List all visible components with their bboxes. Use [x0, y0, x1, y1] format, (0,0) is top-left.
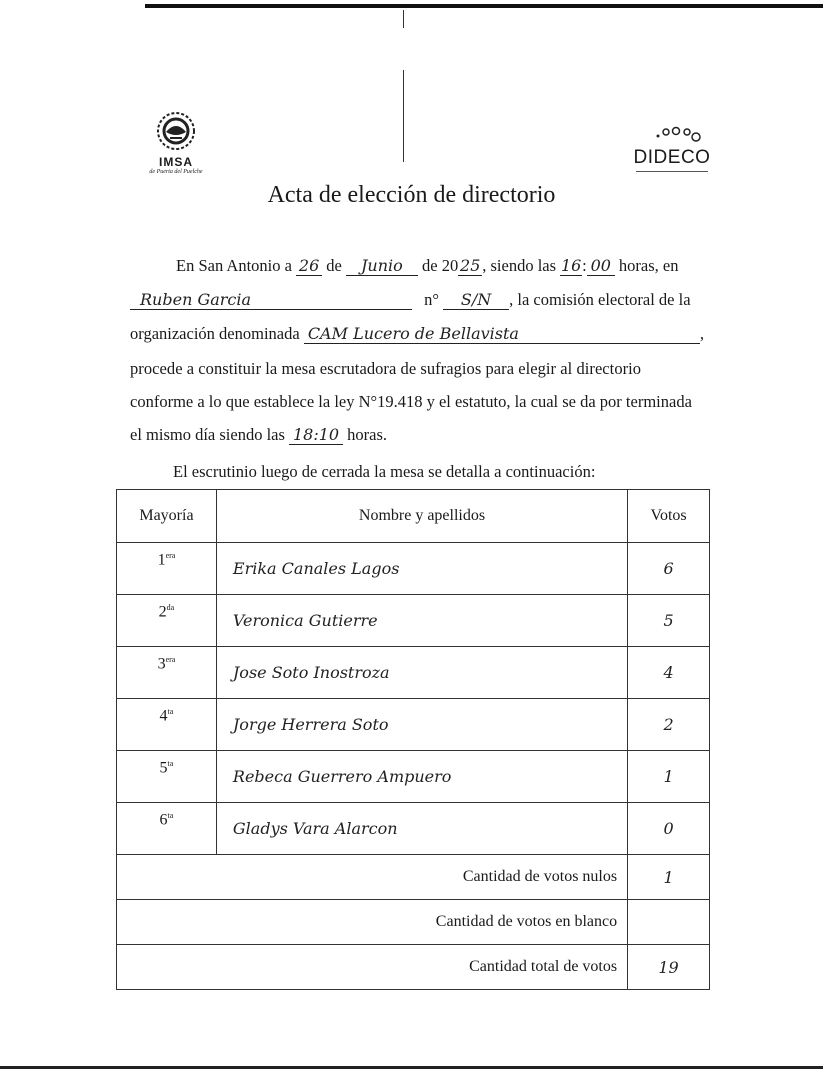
rank-suffix: ta	[167, 811, 174, 820]
rank-number: 6	[159, 811, 168, 829]
place-field[interactable]: Ruben Garcia	[130, 291, 412, 310]
rank-suffix: era	[165, 655, 176, 664]
scan-artifact-line	[403, 10, 404, 28]
day-field[interactable]: 26	[296, 257, 322, 276]
rank-cell	[117, 647, 217, 699]
table-row	[117, 543, 710, 595]
blank-votes-label: Cantidad de votos en blanco	[117, 900, 628, 945]
static-text: de 20	[422, 256, 459, 275]
static-text: organización denominada	[130, 324, 300, 343]
null-votes-value[interactable]: 1	[628, 855, 710, 900]
scrutiny-intro: El escrutinio luego de cerrada la mesa se detalla a continuación:	[173, 462, 596, 481]
table-row	[117, 647, 710, 699]
table-row	[117, 699, 710, 751]
static-text: , la comisión electoral de la	[509, 290, 691, 309]
candidate-name[interactable]: Rebeca Guerrero Ampuero	[216, 751, 627, 803]
intro-line-3: organización denominada CAM Lucero de Bellavista ,	[130, 324, 704, 343]
table-header-row	[117, 490, 710, 543]
rank-suffix: ta	[167, 759, 174, 768]
scan-bottom-border	[0, 1066, 823, 1069]
total-votes-value[interactable]: 19	[628, 945, 710, 990]
candidate-name[interactable]: Veronica Gutierre	[216, 595, 627, 647]
static-text: En San Antonio a	[176, 256, 292, 275]
candidate-votes[interactable]: 4	[628, 647, 710, 699]
table-row	[117, 751, 710, 803]
candidate-name[interactable]: Gladys Vara Alarcon	[216, 803, 627, 855]
static-text: de	[326, 256, 342, 275]
document-title: Acta de elección de directorio	[267, 182, 556, 208]
candidate-votes[interactable]: 0	[628, 803, 710, 855]
null-votes-label: Cantidad de votos nulos	[117, 855, 628, 900]
start-hour-field[interactable]: 16	[560, 256, 582, 275]
static-text: , siendo las	[482, 256, 557, 275]
dideco-logo-tagline	[636, 171, 708, 172]
rank-cell	[117, 751, 217, 803]
intro-line-2	[130, 290, 691, 310]
dideco-logo	[630, 126, 714, 178]
rank-number: 4	[159, 707, 168, 725]
rank-suffix: ta	[167, 707, 174, 716]
rank-cell	[117, 595, 217, 647]
table-row	[117, 803, 710, 855]
intro-line-6	[130, 425, 387, 445]
summary-row-total	[117, 945, 710, 990]
end-time-field[interactable]: 18:10	[289, 426, 343, 445]
rank-number: 5	[159, 759, 168, 777]
candidate-votes[interactable]: 2	[628, 699, 710, 751]
candidate-votes[interactable]: 1	[628, 751, 710, 803]
summary-row-null	[117, 855, 710, 900]
scan-artifact-line	[403, 70, 404, 162]
rank-suffix: da	[166, 603, 175, 612]
intro-line-5: conforme a lo que establece la ley N°19.418 y el estatuto, la cual se da por terminada	[130, 392, 692, 411]
intro-line-1: En San Antonio a 26 de Junio de 20 25 , siendo las 16: 00 horas, en	[176, 256, 679, 275]
candidate-votes[interactable]: 6	[628, 543, 710, 595]
organization-field[interactable]: CAM Lucero de Bellavista	[304, 325, 700, 344]
municipal-seal-icon	[140, 108, 212, 154]
rank-suffix: era	[165, 551, 176, 560]
rank-cell	[117, 543, 217, 595]
rank-cell	[117, 803, 217, 855]
header-name: Nombre y apellidos	[216, 490, 627, 543]
intro-line-4: procede a constituir la mesa escrutadora de sufragios para elegir al directorio	[130, 359, 642, 378]
rank-number: 2	[158, 603, 167, 621]
start-minute-field[interactable]: 00	[587, 257, 615, 276]
static-text: horas, en	[618, 256, 679, 275]
candidate-name[interactable]: Jorge Herrera Soto	[216, 699, 627, 751]
table-row	[117, 595, 710, 647]
static-text: n°	[424, 290, 439, 309]
candidate-votes[interactable]: 5	[628, 595, 710, 647]
static-text: horas.	[347, 425, 388, 444]
candidate-name[interactable]: Jose Soto Inostroza	[216, 647, 627, 699]
static-text: el mismo día siendo las	[130, 425, 285, 444]
header-rank: Mayoría	[117, 490, 217, 543]
scan-top-border	[145, 4, 823, 8]
candidate-name[interactable]: Erika Canales Lagos	[216, 543, 627, 595]
summary-row-blank	[117, 900, 710, 945]
dideco-logo-icon	[630, 126, 714, 142]
number-field[interactable]: S/N	[443, 291, 509, 310]
rank-number: 3	[157, 655, 166, 673]
total-votes-label: Cantidad total de votos	[117, 945, 628, 990]
rank-cell	[117, 699, 217, 751]
rank-number: 1	[157, 551, 166, 569]
blank-votes-value[interactable]	[628, 900, 710, 945]
imsa-logo-subtitle: de Puerta del Puelche	[149, 169, 203, 175]
dideco-logo-text: DIDECO	[633, 147, 711, 168]
imsa-logo	[140, 108, 212, 178]
imsa-logo-text: IMSA	[159, 155, 193, 169]
results-table	[116, 489, 710, 990]
month-field[interactable]: Junio	[346, 257, 418, 276]
header-votes: Votos	[628, 490, 710, 543]
year-field[interactable]: 25	[460, 256, 481, 275]
